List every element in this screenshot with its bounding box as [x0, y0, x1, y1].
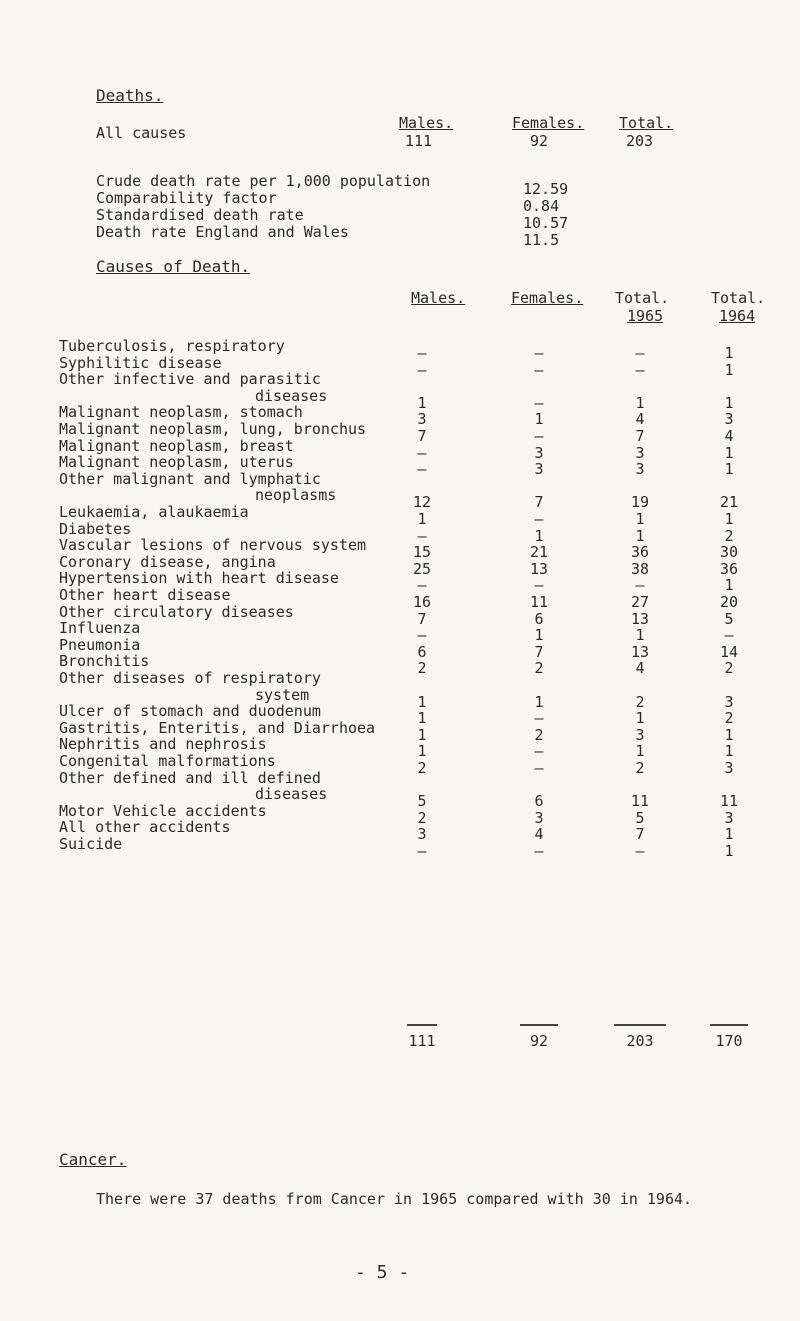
cause-label: Vascular lesions of nervous system [59, 536, 367, 555]
total-1965-cell: 19 [630, 493, 650, 512]
cause-label: Malignant neoplasm, stomach [59, 403, 303, 422]
females-cell: 2 [534, 725, 544, 744]
males-cell: 1 [417, 709, 427, 728]
males-cell: 12 [412, 493, 432, 512]
total-1964-cell: 1 [724, 725, 734, 744]
cause-label: Leukaemia, alaukaemia [59, 503, 249, 521]
males-cell: – [417, 626, 427, 645]
total-1965-cell: 1 [635, 742, 645, 761]
page-number: - 5 - [355, 1262, 410, 1283]
total-1965-cell: 3 [635, 725, 645, 744]
causes-heading: Causes of Death. [96, 257, 251, 276]
deaths-total-header: Total. [619, 114, 674, 132]
total-1964-cell: 30 [719, 543, 739, 562]
cancer-heading: Cancer. [59, 1150, 127, 1169]
deaths-males-header: Males. [399, 114, 454, 132]
cause-label: Syphilitic disease [59, 353, 222, 372]
females-cell: – [534, 427, 544, 445]
causes-total-1964-header: 1964 [719, 307, 756, 325]
total-1965-cell: 1 [635, 626, 645, 645]
cause-label: Other heart disease [59, 586, 231, 604]
deaths-total-value: 203 [626, 132, 654, 150]
deaths-females-value: 92 [530, 132, 549, 150]
males-cell: 1 [417, 510, 427, 528]
females-cell: 3 [534, 443, 544, 462]
cause-label: Influenza [59, 619, 141, 638]
cause-label-continued: diseases [255, 386, 328, 405]
cause-label: Ulcer of stomach and duodenum [59, 702, 321, 721]
total-1964-cell: 2 [724, 526, 734, 545]
causes-total-header-1964col: Total. [711, 289, 766, 307]
females-cell: 6 [534, 609, 544, 628]
total-1964-cell: 1 [724, 443, 734, 462]
total-1965-cell: 11 [630, 792, 650, 811]
total-1964-cell: – [724, 626, 734, 645]
rate-label: Standardised death rate [96, 206, 304, 224]
cancer-text: There were 37 deaths from Cancer in 1965 compared with 30 in 1964. [96, 1190, 693, 1208]
total-1964-cell: 20 [719, 593, 739, 611]
females-cell: 2 [534, 659, 544, 678]
total-1964-cell: 2 [724, 709, 734, 728]
males-cell: – [417, 576, 427, 595]
females-cell: – [534, 393, 544, 412]
total-1964-cell: 1 [724, 842, 734, 860]
males-total-rule [407, 1024, 437, 1026]
total-1965-cell: 1 [635, 393, 645, 412]
females-cell: 1 [534, 626, 544, 645]
rate-label: Death rate England and Wales [96, 223, 349, 241]
females-cell: 7 [534, 642, 544, 661]
males-cell: 7 [417, 427, 427, 445]
total-1965-cell: 3 [635, 460, 645, 479]
cause-label: Other infective and parasitic [59, 370, 321, 389]
males-cell: 3 [417, 410, 427, 429]
males-cell: – [417, 344, 427, 362]
total-1965-cell: 7 [635, 427, 645, 445]
males-cell: 1 [417, 742, 427, 761]
females-cell: 21 [529, 543, 549, 562]
total-1964-cell: 4 [724, 427, 734, 445]
cause-label: Pneumonia [59, 635, 141, 654]
cause-label: Motor Vehicle accidents [59, 801, 267, 820]
all-causes-label: All causes [96, 124, 187, 142]
total-1965-cell: 3 [635, 443, 645, 462]
females-cell: – [534, 709, 544, 728]
males-cell: 7 [417, 609, 427, 628]
males-cell: – [417, 526, 427, 545]
total-1964-total-rule [710, 1024, 748, 1026]
males-cell: 15 [412, 543, 432, 562]
females-cell: – [534, 759, 544, 777]
females-cell: – [534, 576, 544, 595]
total-1965-cell: – [635, 576, 645, 595]
females-cell: 7 [534, 493, 544, 512]
total-1965-cell: – [635, 842, 645, 860]
females-cell: 1 [534, 692, 544, 711]
females-cell: 3 [534, 460, 544, 479]
cause-label-continued: neoplasms [255, 486, 337, 505]
total-1964-cell: 14 [719, 642, 739, 661]
males-cell: 3 [417, 825, 427, 844]
total-1964-cell: 11 [719, 792, 739, 811]
females-cell: 11 [529, 593, 549, 611]
total-1964-cell: 3 [724, 410, 734, 429]
total-1964-cell: 1 [724, 360, 734, 379]
males-grand-total: 111 [408, 1032, 436, 1050]
males-cell: 6 [417, 642, 427, 661]
females-grand-total: 92 [529, 1032, 549, 1050]
males-cell: – [417, 842, 427, 860]
total-1964-cell: 1 [724, 460, 734, 479]
total-1965-cell: 1 [635, 510, 645, 528]
total-1964-cell: 3 [724, 759, 734, 777]
total-1965-grand-total: 203 [626, 1032, 654, 1050]
total-1965-cell: 36 [630, 543, 650, 562]
total-1964-cell: 36 [719, 559, 739, 578]
cause-label: Other defined and ill defined [59, 768, 321, 787]
cause-label: All other accidents [59, 818, 231, 837]
deaths-heading: Deaths. [96, 86, 164, 105]
cause-label: Gastritis, Enteritis, and Diarrhoea [59, 718, 376, 737]
cause-label-continued: diseases [255, 785, 328, 804]
cause-label: Bronchitis [59, 652, 150, 671]
rate-value: 0.84 [523, 197, 560, 215]
females-cell: – [534, 510, 544, 528]
causes-males-header: Males. [411, 289, 466, 307]
total-1965-cell: – [635, 360, 645, 379]
total-1965-cell: 13 [630, 642, 650, 661]
total-1965-cell: 38 [630, 559, 650, 578]
females-cell: – [534, 742, 544, 761]
cause-label: Hypertension with heart disease [59, 569, 339, 588]
rate-value: 10.57 [523, 214, 569, 232]
total-1965-cell: 2 [635, 692, 645, 711]
males-cell: 1 [417, 725, 427, 744]
total-1964-cell: 1 [724, 742, 734, 761]
total-1965-total-rule [614, 1024, 666, 1026]
cause-label: Tuberculosis, respiratory [59, 337, 285, 355]
females-cell: – [534, 360, 544, 379]
females-cell: 1 [534, 410, 544, 429]
females-cell: 4 [534, 825, 544, 844]
cause-label: Malignant neoplasm, breast [59, 436, 294, 455]
total-1964-cell: 3 [724, 808, 734, 827]
total-1964-cell: 3 [724, 692, 734, 711]
cause-label: Coronary disease, angina [59, 552, 276, 571]
total-1964-cell: 21 [719, 493, 739, 512]
total-1964-cell: 5 [724, 609, 734, 628]
rate-label: Crude death rate per 1,000 population [96, 172, 431, 190]
total-1965-cell: 7 [635, 825, 645, 844]
males-cell: – [417, 360, 427, 379]
deaths-females-header: Females. [512, 114, 585, 132]
males-cell: 16 [412, 593, 432, 611]
total-1965-cell: 1 [635, 526, 645, 545]
cause-label: Suicide [59, 835, 123, 853]
total-1965-cell: 4 [635, 410, 645, 429]
cause-label-continued: system [255, 685, 310, 704]
females-cell: 3 [534, 808, 544, 827]
total-1965-cell: 13 [630, 609, 650, 628]
causes-total-header: Total. [615, 289, 670, 307]
total-1965-cell: 27 [630, 593, 650, 611]
males-cell: – [417, 460, 427, 479]
cause-label: Nephritis and nephrosis [59, 735, 267, 754]
total-1965-cell: 2 [635, 759, 645, 777]
males-cell: – [417, 443, 427, 462]
males-cell: 1 [417, 393, 427, 412]
total-1965-cell: – [635, 344, 645, 362]
rate-label: Comparability factor [96, 189, 277, 207]
rate-value: 12.59 [523, 180, 569, 198]
total-1964-cell: 1 [724, 393, 734, 412]
cause-label: Malignant neoplasm, uterus [59, 453, 294, 472]
cause-label: Other diseases of respiratory [59, 669, 321, 687]
males-cell: 25 [412, 559, 432, 578]
cause-label: Malignant neoplasm, lung, bronchus [59, 420, 367, 438]
total-1965-cell: 4 [635, 659, 645, 678]
total-1964-grand-total: 170 [715, 1032, 743, 1050]
causes-total-1965-header: 1965 [627, 307, 664, 325]
deaths-males-value: 111 [405, 132, 433, 150]
cause-label: Congenital malformations [59, 752, 276, 770]
total-1964-cell: 1 [724, 344, 734, 362]
females-cell: 1 [534, 526, 544, 545]
females-cell: 13 [529, 559, 549, 578]
total-1964-cell: 1 [724, 825, 734, 844]
males-cell: 5 [417, 792, 427, 811]
rate-value: 11.5 [523, 231, 560, 249]
cause-label: Diabetes [59, 519, 132, 538]
females-cell: – [534, 842, 544, 860]
males-cell: 2 [417, 759, 427, 777]
males-cell: 1 [417, 692, 427, 711]
males-cell: 2 [417, 659, 427, 678]
females-total-rule [520, 1024, 558, 1026]
cause-label: Other circulatory diseases [59, 602, 294, 621]
total-1964-cell: 2 [724, 659, 734, 678]
females-cell: 6 [534, 792, 544, 811]
total-1964-cell: 1 [724, 510, 734, 528]
causes-females-header: Females. [511, 289, 584, 307]
total-1965-cell: 5 [635, 808, 645, 827]
total-1964-cell: 1 [724, 576, 734, 595]
cause-label: Other malignant and lymphatic [59, 469, 321, 488]
males-cell: 2 [417, 808, 427, 827]
total-1965-cell: 1 [635, 709, 645, 728]
females-cell: – [534, 344, 544, 362]
